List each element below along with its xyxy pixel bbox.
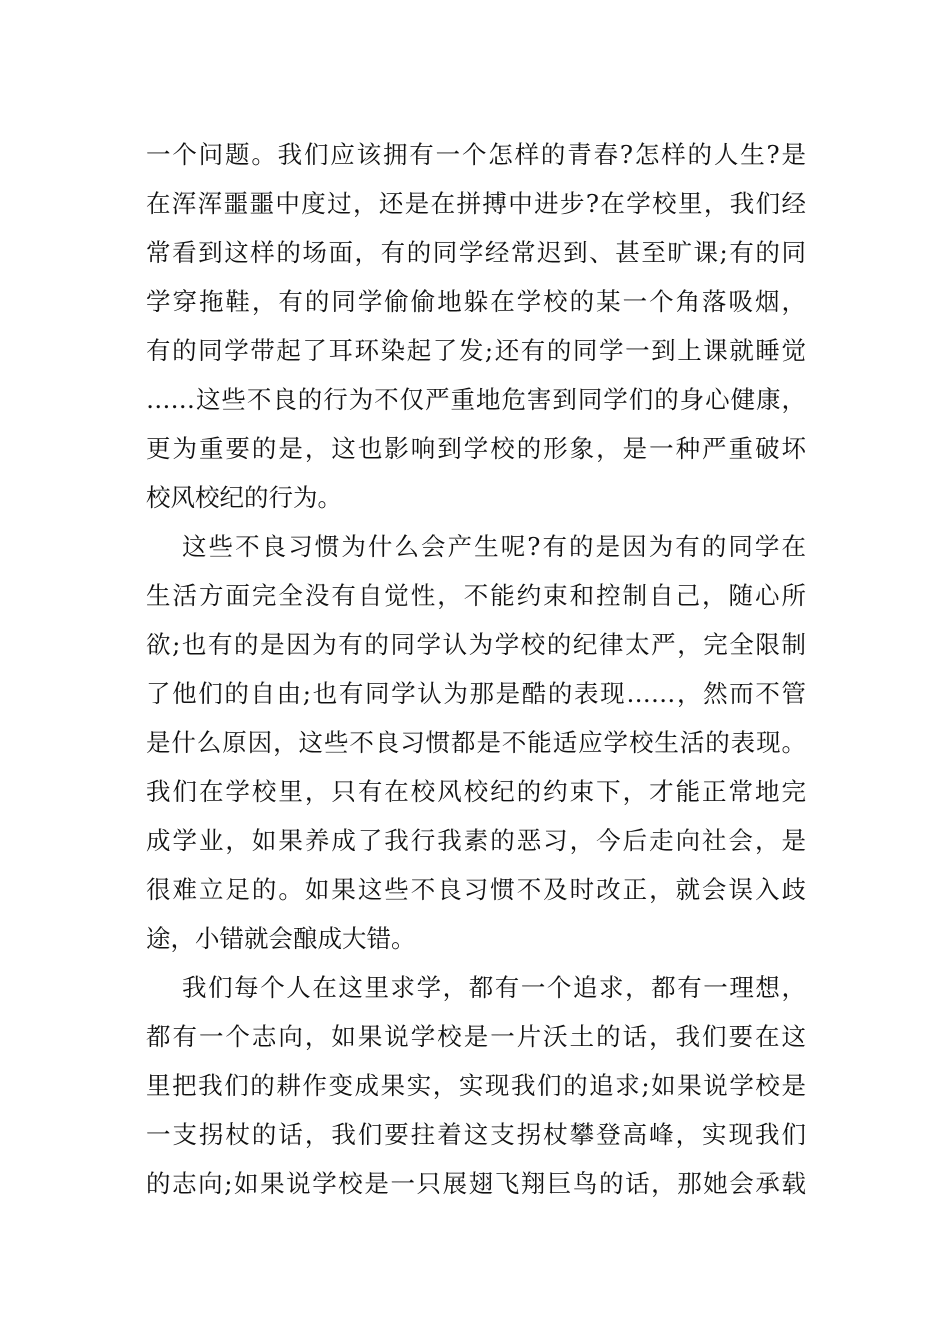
text-line: 一支拐杖的话，我们要拄着这支拐杖攀登高峰，实现我们 (146, 1120, 806, 1149)
text-line: 很难立足的。如果这些不良习惯不及时改正，就会误入歧 (146, 875, 806, 904)
text-line: 都有一个志向，如果说学校是一片沃土的话，我们要在这 (146, 1022, 806, 1051)
text-line: 是什么原因，这些不良习惯都是不能适应学校生活的表现。 (146, 728, 806, 757)
text-line: 欲;也有的是因为有的同学认为学校的纪律太严，完全限制 (146, 630, 806, 659)
text-line: 的志向;如果说学校是一只展翅飞翔巨鸟的话，那她会承载 (146, 1169, 806, 1198)
text-line: 校风校纪的行为。 (146, 483, 342, 512)
text-line: 学穿拖鞋，有的同学偷偷地躲在学校的某一个角落吸烟， (146, 287, 806, 316)
paragraph-start-line: 这些不良习惯为什么会产生呢?有的是因为有的同学在 (182, 532, 806, 561)
text-line: 一个问题。我们应该拥有一个怎样的青春?怎样的人生?是 (146, 140, 806, 169)
text-line: 有的同学带起了耳环染起了发;还有的同学一到上课就睡觉 (146, 336, 806, 365)
text-line: 里把我们的耕作变成果实，实现我们的追求;如果说学校是 (146, 1071, 806, 1100)
text-line: 成学业，如果养成了我行我素的恶习，今后走向社会，是 (146, 826, 806, 855)
text-line: 我们在学校里，只有在校风校纪的约束下，才能正常地完 (146, 777, 806, 806)
text-line: 生活方面完全没有自觉性，不能约束和控制自己，随心所 (146, 581, 806, 610)
text-line: 了他们的自由;也有同学认为那是酷的表现……，然而不管 (146, 679, 806, 708)
text-line: 途，小错就会酿成大错。 (146, 924, 416, 953)
text-line: 更为重要的是，这也影响到学校的形象，是一种严重破坏 (146, 434, 806, 463)
text-line: 在浑浑噩噩中度过，还是在拼搏中进步?在学校里，我们经 (146, 189, 806, 218)
body-text (146, 130, 806, 1208)
text-line: ……这些不良的行为不仅严重地危害到同学们的身心健康， (146, 385, 806, 414)
text-line: 常看到这样的场面，有的同学经常迟到、甚至旷课;有的同 (146, 238, 806, 267)
paragraph-start-line: 我们每个人在这里求学，都有一个追求，都有一理想， (182, 973, 806, 1002)
